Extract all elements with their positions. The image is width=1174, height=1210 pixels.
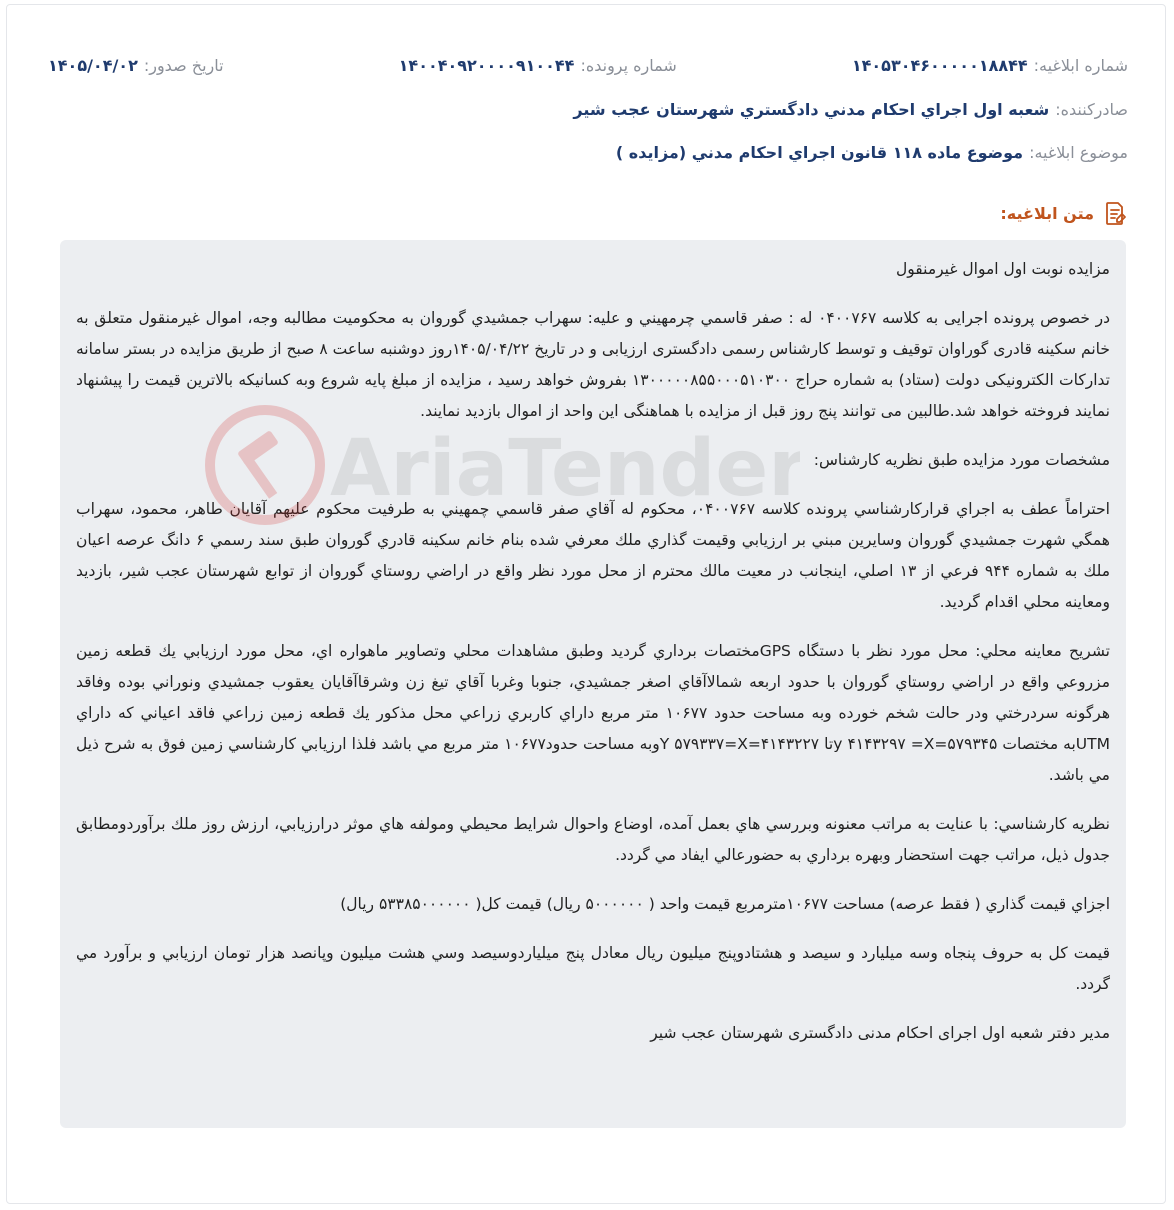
paragraph-pricing: اجزاي قيمت گذاري ( فقط عرصه) مساحت ۱۰۶۷۷مترمربع قيمت واحد ( ۵۰۰۰۰۰۰ ريال) قيمت كل( ۵۳۳۸۵۰۰۰۰۰۰ ريال): [340, 895, 1110, 913]
case-number-label: شماره پرونده:: [580, 56, 677, 75]
document-edit-icon: [1102, 200, 1128, 226]
case-number-value: ۱۴۰۰۴۰۹۲۰۰۰۰۹۱۰۰۴۴: [398, 56, 575, 75]
paragraph-title: مزايده نوبت اول اموال غيرمنقول: [896, 260, 1110, 278]
meta-row: [48, 56, 1128, 75]
issuer-line: [573, 100, 1128, 119]
issue-date-value: ۱۴۰۵/۰۴/۰۲: [48, 56, 138, 75]
issue-date: [48, 56, 224, 75]
subject-line: [616, 143, 1128, 162]
notice-text-heading: [1000, 200, 1128, 226]
paragraph-signature: مدیر دفتر شعبه اول اجرای احکام مدنی دادگستری شهرستان عجب شیر: [650, 1024, 1110, 1042]
subject-value: موضوع ماده ۱۱۸ قانون اجراي احكام مدني (مزايده ): [615, 143, 1024, 162]
paragraph-total-words: قيمت كل به حروف پنجاه وسه ميليارد و سيصد و هشتادوپنج ميليون ريال معادل پنج ميلياردوسيصد وسي هشت ميليون وپانصد هزار تومان ارزيابي و برآورد مي گردد.: [76, 944, 1110, 993]
case-number: [399, 56, 677, 75]
issue-date-label: تاریخ صدور:: [143, 56, 224, 75]
notice-number: [852, 56, 1128, 75]
notice-text-title: متن ابلاغیه:: [1000, 203, 1094, 223]
watermark-text: AriaTender: [330, 424, 796, 514]
issuer-label: صادرکننده:: [1055, 100, 1128, 119]
paragraph-assessment: احتراماً عطف به اجراي قراركارشناسي پرونده كلاسه ۰۴۰۰۷۶۷، محكوم له آقاي صفر قاسمي چمهيني به طرفيت محكوم عليهم آقايان طاهر، محمود، سهراب همگي شهرت جمشيدي گوروان وسايرين مبني بر ارزيابي وقيمت گذاري ملك معرفي شده بنام خانم سكينه قادري گوروان طبق سند رسمي ۶ دانگ عرصه اعيان ملك به شماره ۹۴۴ فرعي از ۱۳ اصلي، اينجانب در معيت مالك محترم از محل مورد نظر واقع در اراضي روستاي گوروان از توابع شهرستان عجب شير، بازديد ومعاينه محلي اقدام گرديد.: [76, 500, 1110, 611]
issuer-value: شعبه اول اجراي احكام مدني دادگستري شهرستان عجب شير: [573, 100, 1050, 119]
notice-number-value: ۱۴۰۵۳۰۴۶۰۰۰۰۰۱۸۸۴۴: [851, 56, 1028, 75]
notice-body: [60, 240, 1126, 1128]
paragraph-spec-heading: مشخصات مورد مزایده طبق نظریه کارشناس:: [813, 451, 1110, 469]
subject-label: موضوع ابلاغیه:: [1029, 143, 1128, 162]
paragraph-intro: در خصوص پرونده اجرایی به کلاسه ۰۴۰۰۷۶۷ له : صفر قاسمي چرمهيني و عليه: سهراب جمشيدي گوروان به محکومیت مطالبه وجه، اموال غیرمنقول متعلق به خانم سکینه قادری گوراوان توقیف و توسط کارشناس رسمی دادگستری ارزیابی و در تاریخ ۱۴۰۵/۰۴/۲۲روز دوشنبه ساعت ۸ صبح از طریق مزایده در بستر سامانه تدارکات الکترونیکی دولت (ستاد) به شماره حراج ۱۳۰۰۰۰۰۸۵۵۰۰۰۵۱۰۳۰۰ بفروش خواهد رسید ، مزایده از مبلغ پایه شروع وبه کسانیکه بالاترین قیمت را پیشنهاد نمایند فروخته خواهد شد.طالبین می توانند پنج روز قبل از مزایده با هماهنگی این واحد از اموال بازدید نمایند.: [76, 309, 1110, 420]
paragraph-site-inspection: تشريح معاينه محلي: محل مورد نظر با دستگاه GPSمختصات برداري گرديد وطبق مشاهدات محلي وتصاوير ماهواره اي، محل مورد ارزيابي يك قطعه زمين مزروعي واقع در اراضي روستاي گوروان با حدود اربعه شمالاآقاي اصغر جمشيدي، جنوبا وغربا آقاي تيغ زن وشرقاآقايان يعقوب جمشيدي ونوراني بوده وفاقد هرگونه سردرختي ودر حالت شخم خورده وبه مساحت حدود ۱۰۶۷۷ متر مربع داراي كاربري زراعي محل مذكور يك قطعه زمين زراعي فاقد اعياني كه داراي UTMبه مختصات ۵۷۹۳۴۵=y ۴۱۴۳۲۹۷ =Xتا ۴۱۴۳۲۲۷=Y ۵۷۹۳۳۷=Xوبه مساحت حدود۱۰۶۷۷ متر مربع مي باشد فلذا ارزيابي كارشناسي زمين فوق به شرح ذيل مي باشد.: [76, 642, 1111, 784]
notice-number-label: شماره ابلاغیه:: [1033, 56, 1128, 75]
paragraph-expert-opinion: نظريه كارشناسي: با عنايت به مراتب معنونه وبررسي هاي بعمل آمده، اوضاع واحوال شرايط محيطي ومولفه هاي موثر درارزيابي، ارزش روز ملك برآوردومطابق جدول ذيل، مراتب جهت استحضار وبهره برداري به حضورعالي ايفاد مي گردد.: [76, 815, 1110, 864]
